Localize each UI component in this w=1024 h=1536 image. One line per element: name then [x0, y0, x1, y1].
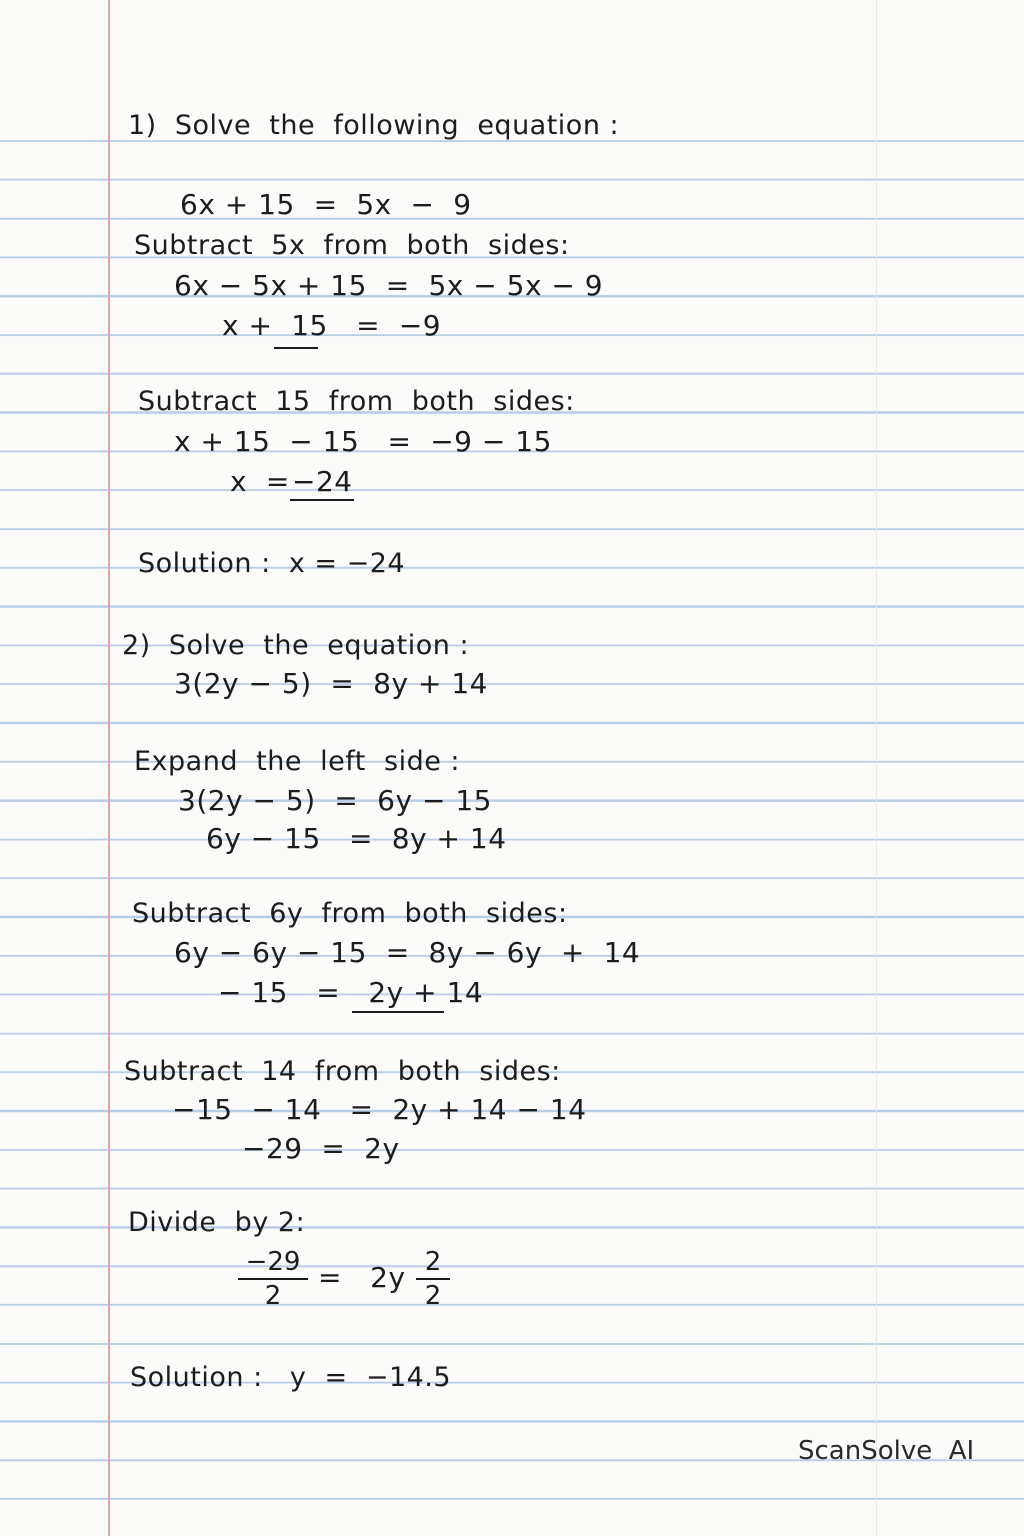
fraction-right-numerator: 2 [424, 1247, 442, 1277]
underline-2y-plus-14 [352, 1011, 444, 1013]
underline-15 [274, 347, 318, 349]
problem-1-step-1-label: Subtract 5x from both sides: [134, 230, 570, 261]
problem-2-step-4-label: Divide by 2: [128, 1207, 306, 1238]
fraction-right-bar [416, 1278, 450, 1280]
fraction-2-over-2 [416, 1248, 450, 1310]
fraction-left-bar [238, 1278, 308, 1280]
problem-2-step-2-label: Subtract 6y from both sides: [132, 898, 568, 929]
problem-2-step-1-label: Expand the left side : [134, 746, 461, 777]
problem-2-step-3-line-2: −29 = 2y [242, 1132, 400, 1165]
problem-1-step-1-line-2: x + 15 = −9 [222, 309, 442, 342]
problem-1-step-2-line-2-left: x = [230, 465, 290, 498]
problem-1-equation: 6x + 15 = 5x − 9 [180, 188, 472, 221]
problem-2-step-1-line-2: 6y − 15 = 8y + 14 [206, 822, 507, 855]
problem-1-step-2-label: Subtract 15 from both sides: [138, 386, 575, 417]
paper-top-margin [0, 0, 1024, 104]
problem-1-step-2-line-2-right: −24 [292, 465, 353, 498]
fraction-left-numerator: −29 [245, 1247, 301, 1277]
fraction-left-denominator: 2 [264, 1281, 282, 1311]
problem-2-equation: 3(2y − 5) = 8y + 14 [174, 667, 488, 700]
fraction-minus-29-over-2 [238, 1248, 308, 1310]
red-margin-line [108, 0, 110, 1536]
problem-1-step-2-line-1: x + 15 − 15 = −9 − 15 [174, 425, 552, 458]
problem-2-step-2-line-2: − 15 = 2y + 14 [218, 976, 484, 1009]
problem-2-step-2-line-1: 6y − 6y − 15 = 8y − 6y + 14 [174, 936, 641, 969]
brand-watermark: ScanSolve AI [798, 1436, 975, 1466]
problem-2-heading: 2) Solve the equation : [122, 630, 470, 661]
fraction-middle: = 2y [318, 1261, 406, 1294]
faint-margin-line [876, 0, 877, 1536]
fraction-right-denominator: 2 [424, 1281, 442, 1311]
problem-1-step-1-line-1: 6x − 5x + 15 = 5x − 5x − 9 [174, 269, 604, 302]
underline-minus-24 [290, 499, 354, 501]
problem-2-step-3-label: Subtract 14 from both sides: [124, 1056, 561, 1087]
problem-2-step-1-line-1: 3(2y − 5) = 6y − 15 [178, 784, 492, 817]
problem-2-step-3-line-1: −15 − 14 = 2y + 14 − 14 [172, 1093, 587, 1126]
problem-1-solution: Solution : x = −24 [138, 548, 406, 579]
problem-1-heading: 1) Solve the following equation : [128, 110, 620, 141]
problem-2-solution: Solution : y = −14.5 [130, 1362, 452, 1393]
